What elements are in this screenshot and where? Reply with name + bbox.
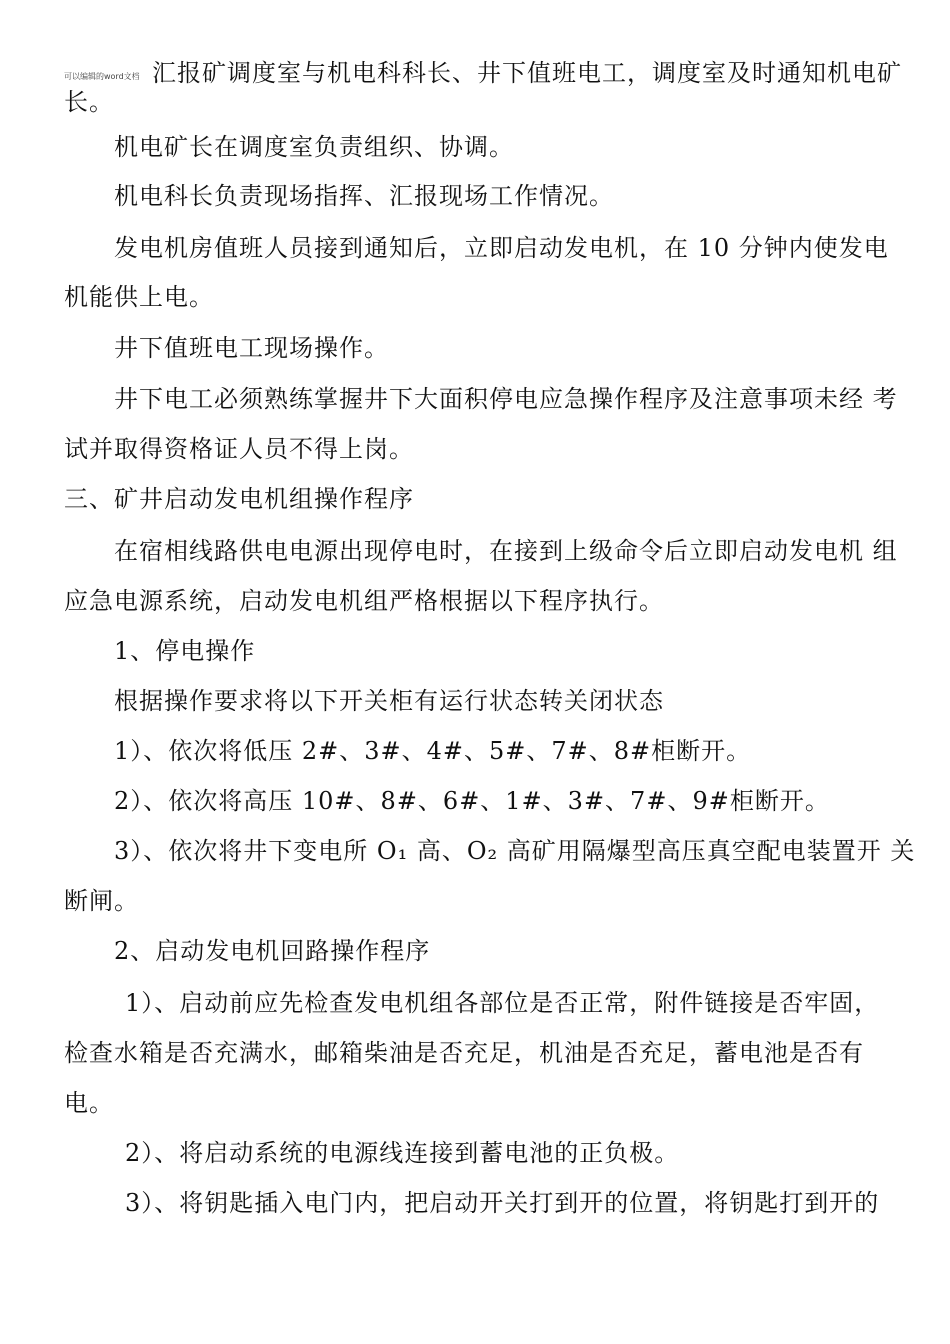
text-line: 机能供上电。 xyxy=(64,283,214,311)
text-line: 2）、依次将高压 10#、8#、6#、1#、3#、7#、9#柜断开。 xyxy=(114,787,830,815)
text-line: 1）、启动前应先检查发电机组各部位是否正常，附件链接是否牢固， xyxy=(125,989,880,1017)
text-line: 应急电源系统，启动发电机组严格根据以下程序执行。 xyxy=(64,587,664,615)
text-line: 1）、依次将低压 2#、3#、4#、5#、7#、8#柜断开。 xyxy=(114,737,752,765)
text-line: 检查水箱是否充满水，邮箱柴油是否充足，机油是否充足，蓄电池是否有 xyxy=(64,1039,864,1067)
text-line: 井下电工必须熟练掌握井下大面积停电应急操作程序及注意事项未经 考 xyxy=(114,385,898,413)
text-line: 机电科长负责现场指挥、汇报现场工作情况。 xyxy=(114,182,614,210)
section-heading: 三、矿井启动发电机组操作程序 xyxy=(64,485,414,513)
text-line: 断闸。 xyxy=(64,887,139,915)
watermark-text: 可以编辑的word文档 xyxy=(64,72,140,81)
text-line: 发电机房值班人员接到通知后，立即启动发电机，在 10 分钟内使发电 xyxy=(114,234,889,262)
text-line: 在宿相线路供电电源出现停电时，在接到上级命令后立即启动发电机 组 xyxy=(114,537,898,565)
text-line: 电。 xyxy=(64,1089,114,1117)
subsection-heading: 2、启动发电机回路操作程序 xyxy=(114,937,431,965)
text-line: 长。 xyxy=(64,88,114,116)
text-line: 2）、将启动系统的电源线连接到蓄电池的正负极。 xyxy=(125,1139,680,1167)
subsection-heading: 1、停电操作 xyxy=(114,637,256,665)
text-line: 根据操作要求将以下开关柜有运行状态转关闭状态 xyxy=(114,687,664,715)
text-line: 3）、依次将井下变电所 O₁ 高、O₂ 高矿用隔爆型高压真空配电装置开 关 xyxy=(114,837,916,865)
text-line: 井下值班电工现场操作。 xyxy=(114,334,389,362)
text-line: 汇报矿调度室与机电科科长、井下值班电工，调度室及时通知机电矿 xyxy=(152,59,902,87)
text-line: 试并取得资格证人员不得上岗。 xyxy=(64,435,414,463)
text-line: 机电矿长在调度室负责组织、协调。 xyxy=(114,133,514,161)
text-line: 3）、将钥匙插入电门内，把启动开关打到开的位置，将钥匙打到开的 xyxy=(125,1189,880,1217)
